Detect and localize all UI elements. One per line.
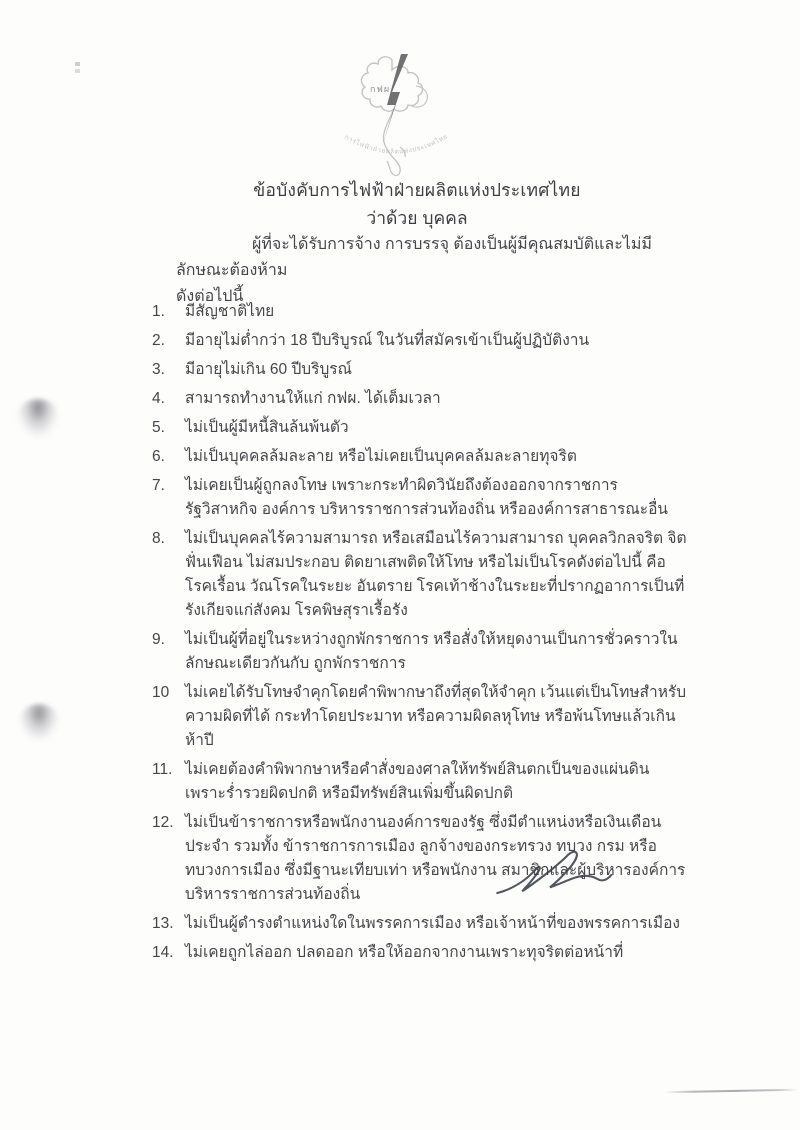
document-header [0,176,800,310]
egat-abbr: กฟผ [370,84,391,94]
item-text: ไม่เคยถูกไล่ออก ปลดออก หรือให้ออกจากงานเพราะทุจริตต่อหน้าที่ [185,944,624,961]
handwritten-signature [490,839,619,908]
item-number: 2. [152,332,165,349]
item-number: 6. [152,448,165,465]
egat-arc-caption: การไฟฟ้าฝ่ายผลิตแห่งประเทศไทย [343,132,450,156]
item-number: 7. [152,477,165,494]
list-item [152,300,697,324]
item-number: 11. [152,761,173,778]
item-number: 13. [152,915,174,932]
intro-line-2: ดังต่อไปนี้ [176,288,244,305]
item-text: มีอายุไม่เกิน 60 ปีบริบูรณ์ [185,361,353,378]
item-number: 4. [152,390,165,407]
list-item [152,527,697,623]
punch-hole-shadow-top [16,399,60,439]
item-text: ไม่เป็นบุคคลล้มละลาย หรือไม่เคยเป็นบุคคลล้มละลายทุจริต [185,448,577,465]
list-item [152,681,697,753]
punch-hole-shadow-bottom [18,704,60,742]
item-number: 5. [152,419,165,436]
item-text: มีอายุไม่ต่ำกว่า 18 ปีบริบูรณ์ ในวันที่สมัครเข้าเป็นผู้ปฏิบัติงาน [185,332,590,349]
item-number: 10 [152,684,170,701]
egat-logo [332,50,468,176]
scan-speck [75,62,80,74]
document-subtitle: ว่าด้วย บุคคล [366,208,468,228]
list-item [152,416,697,440]
list-item [152,628,697,676]
scanner-edge-line [664,1089,798,1094]
thailand-map-lightning-icon [332,50,468,176]
intro-paragraph [176,232,695,310]
list-item [152,758,697,806]
intro-line-1: ผู้ที่จะได้รับการจ้าง การบรรจุ ต้องเป็นผู้มีคุณสมบัติและไม่มีลักษณะต้องห้าม [176,236,652,279]
item-text: ไม่เป็นบุคคลไร้ความสามารถ หรือเสมือนไร้ความสามารถ บุคคลวิกลจริต จิตฟั่นเฟือน ไม่สมประกอบ ติดยาเสพติดให้โทษ หรือไม่เป็นโรคดังต่อไปนี้ คือ โรคเรื้อน วัณโรคในระยะ อันตราย โรคเท้าช้างในระยะที่ปรากฏอาการเป็นที่รังเกียจแก่สังคม โรคพิษสุราเรื้อรัง [185,530,687,619]
item-number: 12. [152,814,174,831]
item-text: ไม่เป็นข้าราชการหรือพนักงานองค์การของรัฐ ซึ่งมีตำแหน่งหรือเงินเดือนประจำ รวมทั้ง ข้าราชการการเมือง ลูกจ้างของกระทรวง ทบวง กรม หรือทบวงการเมือง ซึ่งมีฐานะเทียบเท่า หรือพนักงาน สมาชิกและผู้บริหารองค์การบริหารราชการส่วนท้องถิ่น [185,814,686,903]
list-item [152,445,697,469]
list-item [152,941,697,965]
item-text: สามารถทำงานให้แก่ กฟผ. ได้เต็มเวลา [185,390,441,407]
item-text: ไม่เป็นผู้ดำรงตำแหน่งใดในพรรคการเมือง หรือเจ้าหน้าที่ของพรรคการเมือง [185,915,680,932]
list-item [152,387,697,411]
item-text: ไม่เคยเป็นผู้ถูกลงโทษ เพราะกระทำผิดวินัยถึงต้องออกจากราชการ รัฐวิสาหกิจ องค์การ บริหารราชการส่วนท้องถิ่น หรือองค์การสาธารณะอื่น [185,477,668,518]
item-text: ไม่เคยได้รับโทษจำคุกโดยคำพิพากษาถึงที่สุดให้จำคุก เว้นแต่เป็นโทษสำหรับความผิดที่ได้ กระทำโดยประมาท หรือความผิดลหุโทษ หรือพ้นโทษแล้วเกินห้าปี [185,684,687,749]
list-item [152,474,697,522]
item-number: 3. [152,361,165,378]
item-number: 1. [152,303,165,320]
item-number: 8. [152,530,165,547]
item-text: ไม่เป็นผู้มีหนี้สินล้นพ้นตัว [185,419,349,436]
list-item [152,329,697,353]
item-text: ไม่เป็นผู้ที่อยู่ในระหว่างถูกพักราชการ หรือสั่งให้หยุดงานเป็นการชั่วคราวในลักษณะเดียวกันกับ ถูกพักราชการ [185,631,678,672]
item-text: มีสัญชาติไทย [185,303,275,320]
list-item [152,358,697,382]
list-item [152,912,697,936]
document-title: ข้อบังคับการไฟฟ้าฝ่ายผลิตแห่งประเทศไทย [253,180,581,200]
item-number: 9. [152,631,165,648]
item-text: ไม่เคยต้องคำพิพากษาหรือคำสั่งของศาลให้ทรัพย์สินตกเป็นของแผ่นดินเพราะร่ำรวยผิดปกติ หรือมีทรัพย์สินเพิ่มขึ้นผิดปกติ [185,761,650,802]
item-number: 14. [152,944,174,961]
